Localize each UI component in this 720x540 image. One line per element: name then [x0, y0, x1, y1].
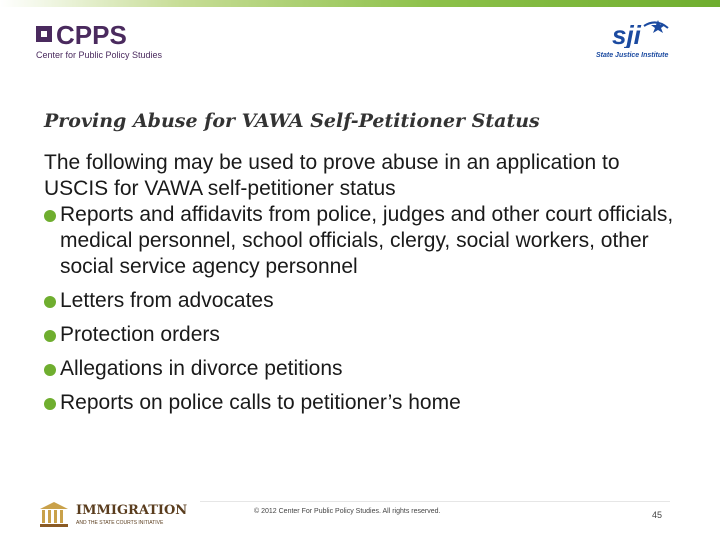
courthouse-columns-icon	[38, 500, 70, 528]
slide-body	[44, 150, 684, 416]
bullet-dot-icon	[44, 364, 56, 376]
sji-logo-subtitle: State Justice Institute	[596, 52, 669, 59]
bullet-item	[44, 202, 684, 280]
intro-text: The following may be used to prove abuse in an application to USCIS for VAWA self-petitioner status	[44, 151, 620, 200]
cpps-square-icon	[36, 26, 52, 42]
cpps-logo	[34, 22, 174, 64]
top-accent-bar	[0, 0, 720, 7]
bullet-item	[44, 356, 684, 382]
footer-divider	[200, 501, 670, 502]
bullet-text: Reports on police calls to petitioner’s home	[60, 391, 461, 414]
bullet-dot-icon	[44, 210, 56, 222]
immigration-logo-subtitle: AND THE STATE COURTS INITIATIVE	[76, 520, 164, 526]
bullet-text: Allegations in divorce petitions	[60, 357, 343, 380]
immigration-logo-title: IMMIGRATION	[76, 503, 188, 518]
bullet-dot-icon	[44, 296, 56, 308]
cpps-logo-subtitle: Center for Public Policy Studies	[36, 50, 163, 60]
cpps-logo-letters: CPPS	[56, 20, 127, 50]
bullet-item	[44, 288, 684, 314]
svg-text:sji: sji	[612, 20, 641, 48]
bullet-dot-icon	[44, 330, 56, 342]
bullet-text: Protection orders	[60, 323, 220, 346]
sji-logo	[594, 18, 686, 64]
bullet-item	[44, 390, 684, 416]
bullet-item	[44, 322, 684, 348]
immigration-logo	[36, 496, 188, 534]
bullet-text: Reports and affidavits from police, judges and other court officials, medical personnel, school officials, clergy, social workers, other social service agency personnel	[60, 203, 674, 278]
page-number: 45	[652, 510, 663, 520]
slide-title: Proving Abuse for VAWA Self-Petitioner Status	[44, 110, 540, 132]
copyright-text: © 2012 Center For Public Policy Studies. All rights reserved.	[254, 508, 441, 515]
bullet-text: Letters from advocates	[60, 289, 274, 312]
sji-star-logo-icon	[610, 18, 670, 48]
bullet-dot-icon	[44, 398, 56, 410]
